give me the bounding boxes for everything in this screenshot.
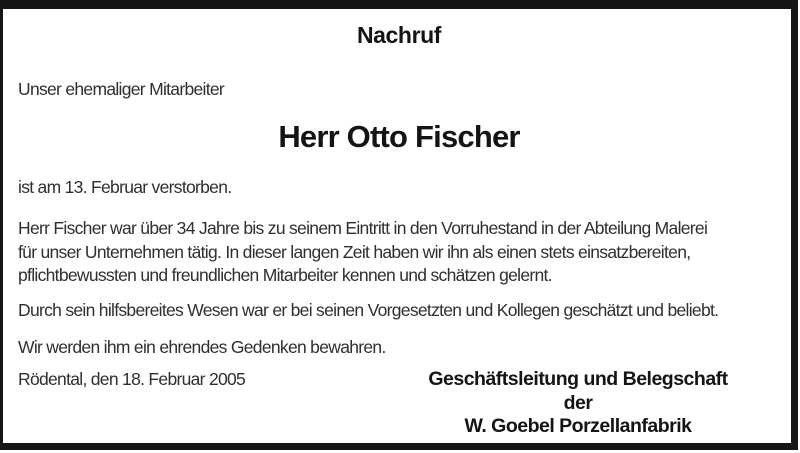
place-dateline: Rödental, den 18. Februar 2005: [18, 369, 246, 389]
body-paragraph-line-3: pflichtbewussten und freundlichen Mitarbeiter kennen und schätzen gelernt.: [18, 265, 552, 285]
death-date-line: ist am 13. Februar verstorben.: [18, 177, 232, 197]
deceased-name: Herr Otto Fischer: [278, 119, 520, 154]
intro-line: Unser ehemaliger Mitarbeiter: [18, 79, 225, 99]
body-paragraph-line-2: für unser Unternehmen tätig. In dieser langen Zeit haben wir ihn als einen stets einsatzbereiten,: [18, 241, 691, 262]
tribute-line: Durch sein hilfsbereites Wesen war er bei seinen Vorgesetzten und Kollegen geschätzt und beliebt.: [18, 300, 719, 320]
signature-block: [408, 368, 748, 439]
body-paragraph: [18, 217, 707, 288]
body-paragraph-line-1: Herr Fischer war über 34 Jahre bis zu seinem Eintritt in den Vorruhestand in der Abteilung Malerei: [18, 218, 708, 238]
signature-line-1: Geschäftsleitung und Belegschaft: [428, 368, 728, 390]
remembrance-line: Wir werden ihm ein ehrendes Gedenken bewahren.: [18, 337, 386, 357]
signature-line-2: der: [563, 391, 593, 414]
notice-title: Nachruf: [356, 22, 442, 48]
signature-line-3: W. Goebel Porzellanfabrik: [464, 415, 692, 437]
